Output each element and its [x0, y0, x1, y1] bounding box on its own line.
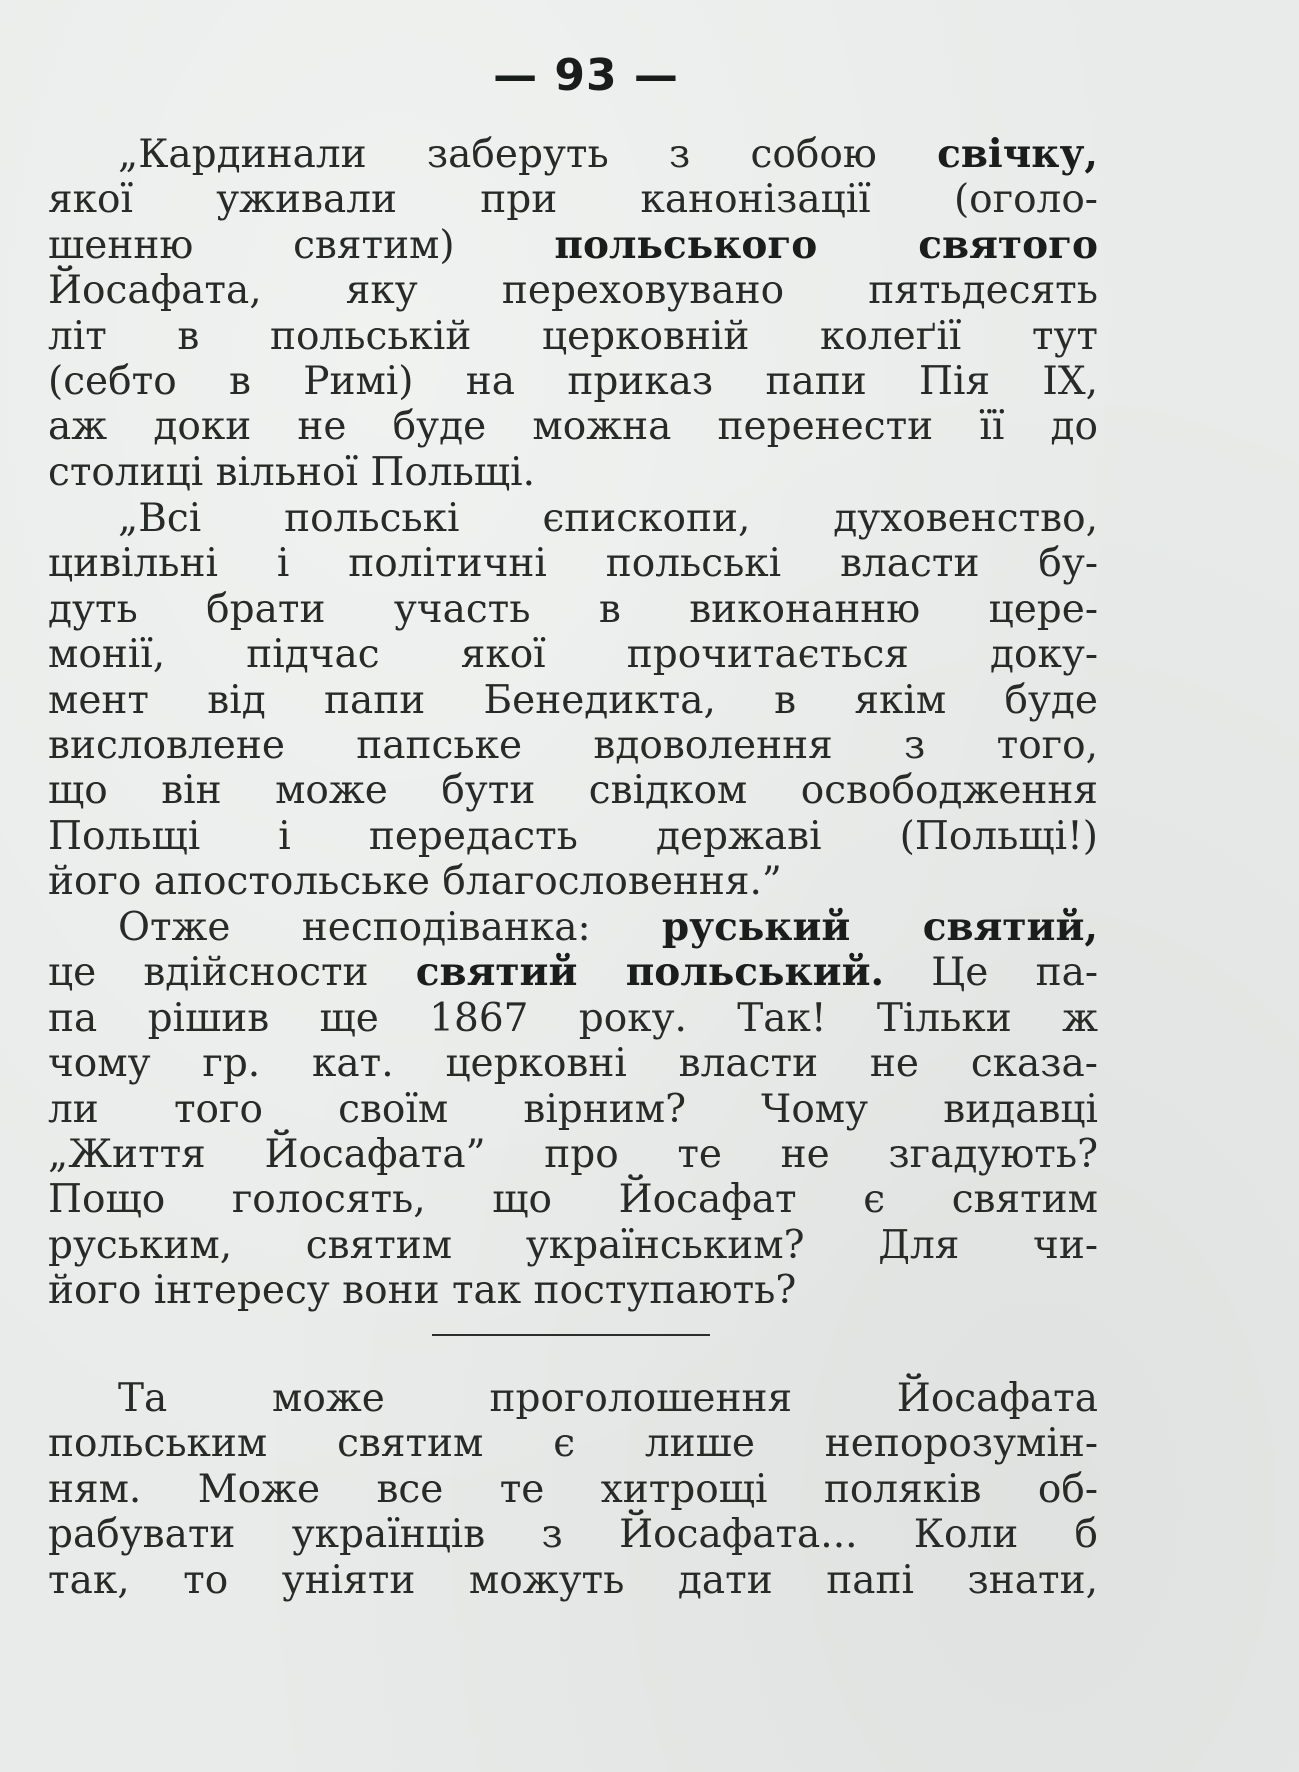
text-run: його апостольське благословення.”: [48, 859, 782, 905]
bold-phrase: святий польський.: [415, 949, 885, 996]
text-run: так, то уніяти можуть дати папі знати,: [48, 1557, 1098, 1603]
text-run: якої уживали при канонізації (оголо-: [48, 177, 1098, 223]
text-line: [48, 268, 1098, 313]
text-line: [48, 359, 1098, 404]
text-line: [48, 632, 1098, 677]
text-run: ням. Може все те хитрощі поляків об-: [48, 1466, 1098, 1512]
text-line: [48, 450, 1098, 495]
text-line: [48, 723, 1098, 768]
text-line: [48, 1268, 1098, 1313]
bold-phrase: свічку,: [937, 131, 1098, 177]
text-line: [48, 314, 1098, 359]
text-line: [48, 587, 1098, 632]
page-number: — 93 —: [493, 50, 679, 101]
text-run: висловлене папське вдоволення з того,: [48, 722, 1098, 768]
text-line: [48, 678, 1098, 723]
text-line: [48, 1177, 1098, 1222]
text-run: Пощо голосять, що Йосафат є святим: [48, 1177, 1098, 1223]
text-run: „Всі польські єпископи, духовенство,: [118, 496, 1098, 541]
text-line: [48, 768, 1098, 813]
text-run: столиці вільної Польщі.: [48, 449, 536, 495]
text-line: [48, 223, 1098, 268]
text-run: що він може бути свідком освободження: [48, 768, 1098, 814]
text-line: [48, 1132, 1098, 1177]
text-run: шенню святим): [48, 222, 555, 268]
text-line: [48, 1376, 1098, 1421]
paragraph-cardinals-quote: [48, 132, 1098, 495]
paragraph-misunderstanding: [48, 1376, 1098, 1603]
text-line: [48, 1041, 1098, 1086]
text-run: чому гр. кат. церковні власти не сказа-: [48, 1041, 1098, 1087]
text-line: [48, 1558, 1098, 1603]
paragraph-surprise: [48, 905, 1098, 1314]
text-line: [48, 496, 1098, 541]
text-run: польським святим є лише непорозумін-: [48, 1421, 1098, 1467]
text-run: ли того своїм вірним? Чому видавці: [48, 1086, 1098, 1132]
text-run: аж доки не буде можна перенести її до: [48, 404, 1098, 450]
text-line: [48, 859, 1098, 904]
text-line: [48, 1223, 1098, 1268]
bold-phrase: польського святого: [554, 221, 1098, 268]
text-line: [48, 1467, 1098, 1512]
text-run: па рішив ще 1867 року. Так! Тільки ж: [48, 995, 1098, 1041]
text-line: [48, 132, 1098, 177]
text-run: Йосафата, яку переховувано пятьдесять: [48, 268, 1098, 314]
text-run: це вдійсности: [48, 950, 416, 996]
text-run: „Життя Йосафата” про те не згадують?: [48, 1131, 1098, 1177]
section-divider: [432, 1334, 710, 1336]
text-line: [48, 404, 1098, 449]
text-run: монії, підчас якої прочитається доку-: [48, 632, 1098, 678]
text-run: мент від папи Бенедикта, в якім буде: [48, 677, 1098, 723]
text-run: Та може проголошення Йосафата: [118, 1376, 1098, 1421]
text-run: літ в польській церковній колеґії тут: [48, 313, 1098, 359]
text-run: Це па-: [884, 950, 1099, 996]
text-line: [48, 905, 1098, 950]
text-run: руським, святим українським? Для чи-: [48, 1222, 1098, 1268]
text-line: [48, 177, 1098, 222]
text-run: Отже несподіванка:: [118, 905, 662, 950]
text-line: [48, 1512, 1098, 1557]
text-run: рабувати українців з Йосафата... Коли б: [48, 1512, 1098, 1558]
bold-phrase: руський святий,: [661, 904, 1098, 950]
text-run: „Кардинали заберуть з собою: [118, 132, 938, 177]
text-line: [48, 950, 1098, 995]
text-line: [48, 996, 1098, 1041]
text-line: [48, 814, 1098, 859]
text-line: [48, 541, 1098, 586]
text-run: Польщі і передасть державі (Польщі!): [48, 813, 1098, 859]
text-run: цивільні і політичні польські власти бу-: [48, 541, 1098, 587]
text-run: його інтересу вони так поступають?: [48, 1268, 797, 1314]
paragraph-bishops-quote: [48, 496, 1098, 905]
text-line: [48, 1087, 1098, 1132]
text-run: дуть брати участь в виконанню цере-: [48, 586, 1098, 632]
text-run: (себто в Римі) на приказ папи Пія IX,: [48, 358, 1098, 404]
text-line: [48, 1421, 1098, 1466]
